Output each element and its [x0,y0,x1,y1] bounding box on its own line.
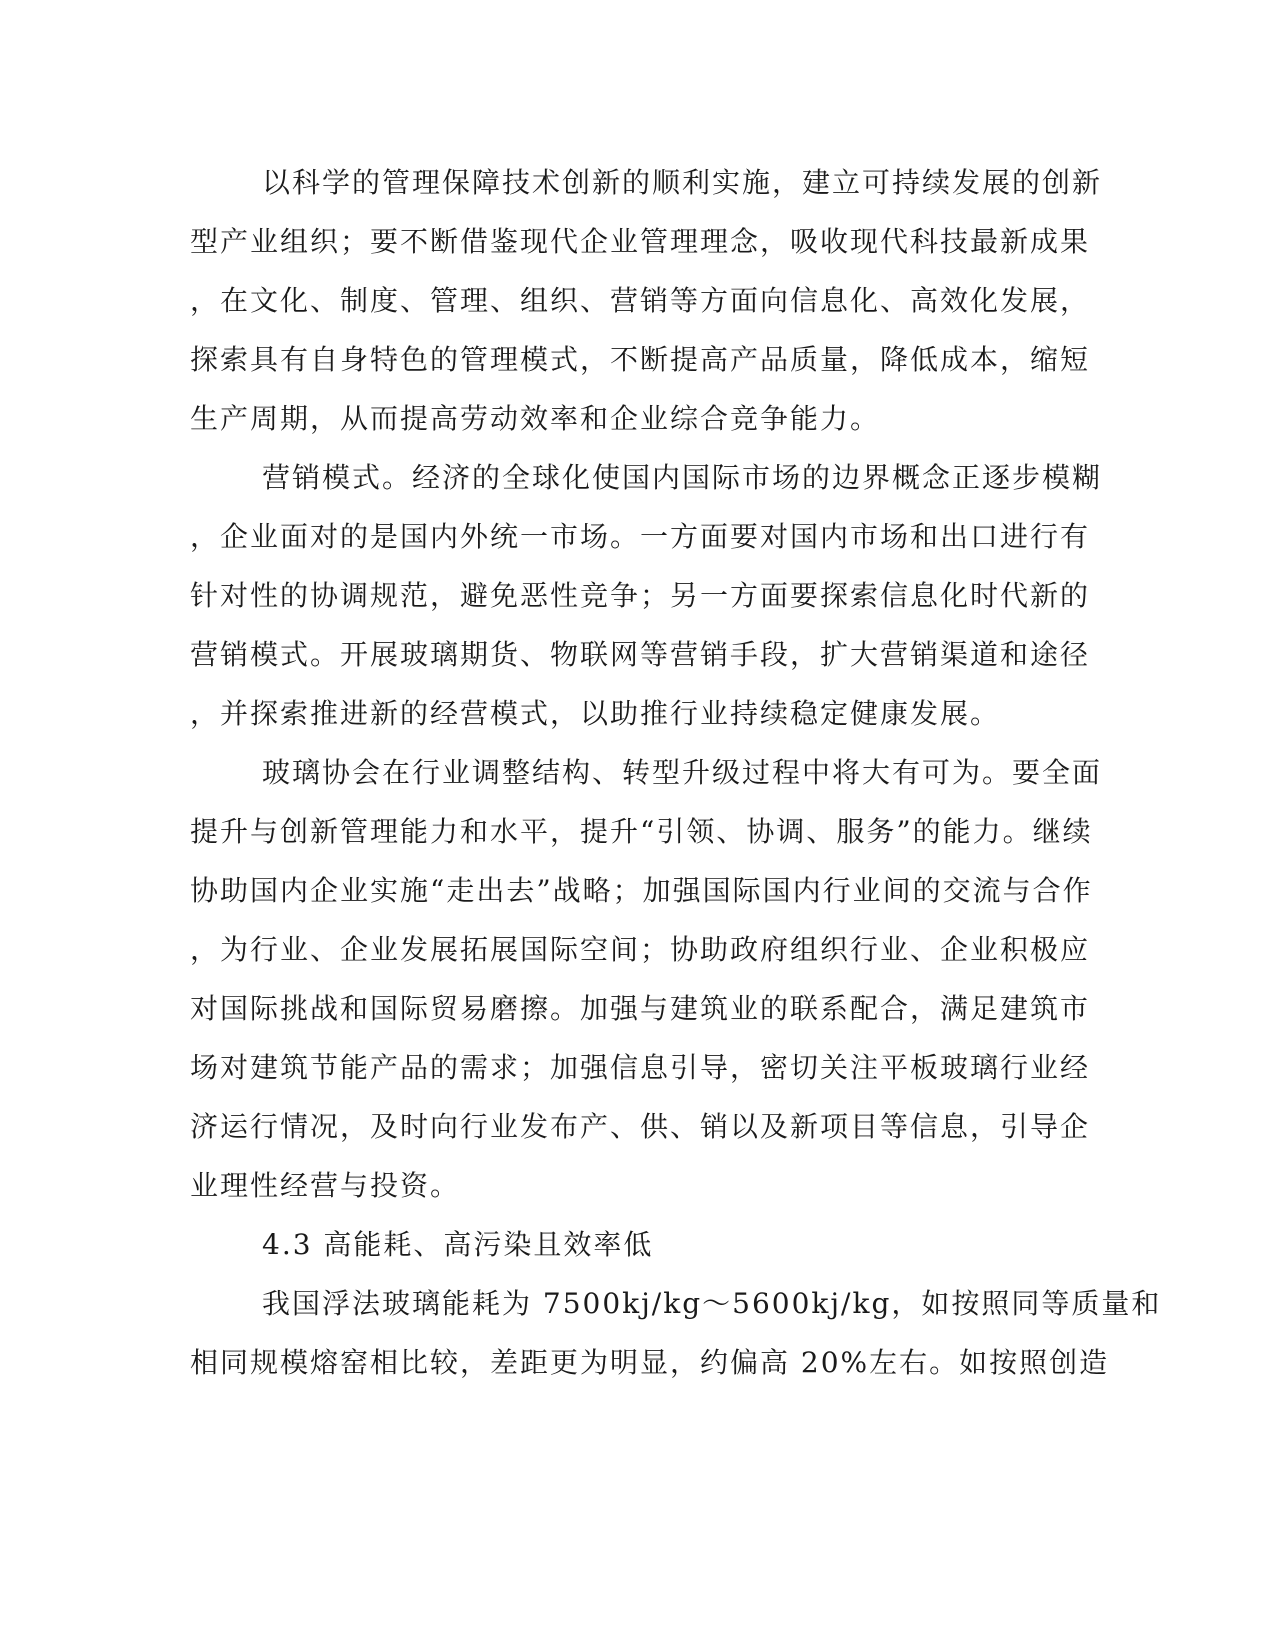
section-heading: 4.3 高能耗、高污染且效率低 [262,1228,654,1261]
text-line: 营销模式。经济的全球化使国内国际市场的边界概念正逐步模糊 [262,461,1103,494]
text-line: 针对性的协调规范，避免恶性竞争；另一方面要探索信息化时代新的 [190,579,1091,612]
text-line: 提升与创新管理能力和水平，提升“引领、协调、服务”的能力。继续 [190,815,1093,848]
text-line: ，并探索推进新的经营模式，以助推行业持续稳定健康发展。 [190,697,1001,730]
text-line: 协助国内企业实施“走出去”战略；加强国际国内行业间的交流与合作 [190,874,1093,907]
text-line: 业理性经营与投资。 [190,1169,461,1202]
text-line: 相同规模熔窑相比较，差距更为明显，约偏高 20%左右。如按照创造 [190,1346,1110,1379]
text-line: 对国际挑战和国际贸易磨擦。加强与建筑业的联系配合，满足建筑市 [190,992,1091,1025]
text-line: ，在文化、制度、管理、组织、营销等方面向信息化、高效化发展， [190,284,1091,317]
text-line: 以科学的管理保障技术创新的顺利实施，建立可持续发展的创新 [262,166,1103,199]
text-line: 探索具有自身特色的管理模式，不断提高产品质量，降低成本，缩短 [190,343,1091,376]
text-line: ，为行业、企业发展拓展国际空间；协助政府组织行业、企业积极应 [190,933,1091,966]
text-line: ，企业面对的是国内外统一市场。一方面要对国内市场和出口进行有 [190,520,1091,553]
text-line: 生产周期，从而提高劳动效率和企业综合竞争能力。 [190,402,881,435]
text-line: 营销模式。开展玻璃期货、物联网等营销手段，扩大营销渠道和途径 [190,638,1091,671]
text-line: 场对建筑节能产品的需求；加强信息引导，密切关注平板玻璃行业经 [190,1051,1091,1084]
text-line: 型产业组织；要不断借鉴现代企业管理理念，吸收现代科技最新成果 [190,225,1091,258]
text-line: 玻璃协会在行业调整结构、转型升级过程中将大有可为。要全面 [262,756,1103,789]
text-line: 济运行情况，及时向行业发布产、供、销以及新项目等信息，引导企 [190,1110,1091,1143]
text-line: 我国浮法玻璃能耗为 7500kj/kg～5600kj/kg，如按照同等质量和 [262,1287,1162,1320]
